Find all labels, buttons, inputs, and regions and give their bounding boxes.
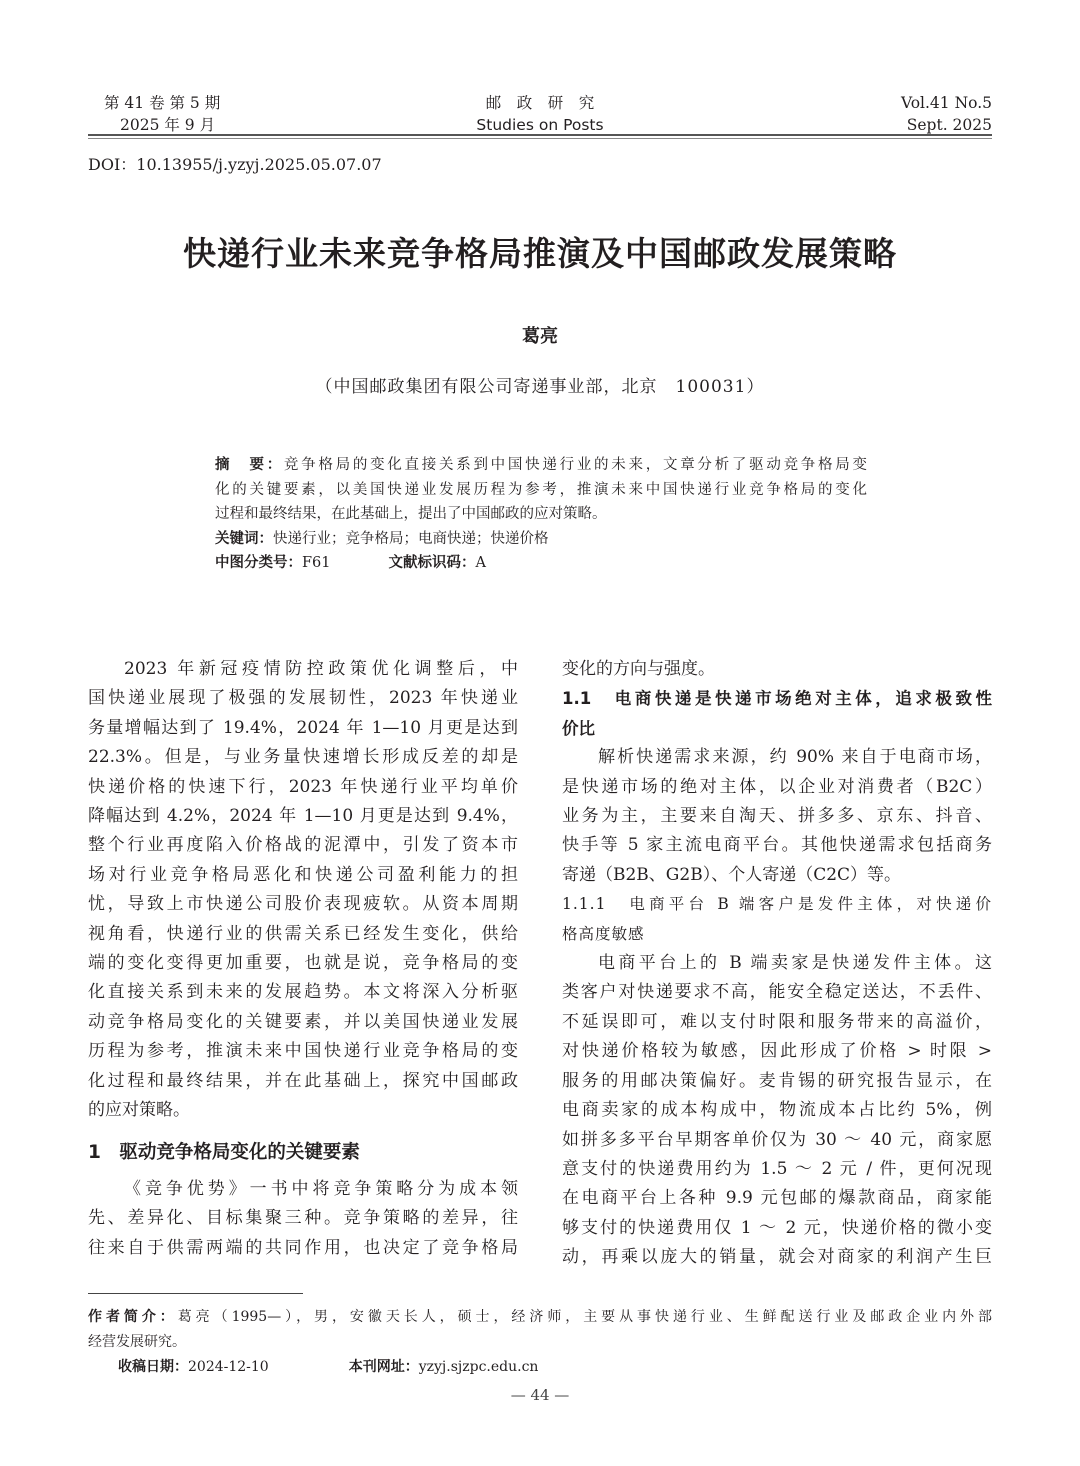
right-column [562,655,992,1273]
left-column [88,655,518,1263]
issue-info [104,92,220,136]
text-line: 1.1.1 电商平台 B 端客户是发件主体，对快递价 [562,895,992,914]
keywords-text: 快递行业；竞争格局；电商快递；快递价格 [273,530,549,547]
text-line: 降幅达到 4.2%，2024 年 1—10 月更是达到 9.4%， [88,806,518,827]
footnote-rule [88,1293,303,1294]
paragraph [562,743,992,890]
issue-date: 2025 年 9 月 [120,116,216,134]
paragraph [562,655,992,684]
text-line: 寄递（B2B、G2B）、个人寄递（C2C）等。 [562,864,902,885]
paragraph [88,655,518,1126]
section-heading [88,1138,518,1167]
section-heading [562,684,992,743]
page-title: 快递行业未来竞争格局推演及中国邮政发展策略 [183,234,897,273]
text-line: 忧，导致上市快递公司股价表现疲软。从资本周期 [88,894,518,915]
page-number: — 44 — [510,1386,570,1404]
journal-name-en: Studies on Posts [476,116,604,134]
clc-code: F61 [302,555,331,571]
text-line: 国快递业展现了极强的发展韧性，2023 年快递业 [88,688,518,709]
issue-info-en [901,92,992,136]
keywords [215,527,867,552]
volume-issue: 第 41 卷 第 5 期 [104,94,221,112]
text-line: 解析快递需求来源，约 90% 来自于电商市场， [598,747,992,768]
text-line: 快递价格的快速下行，2023 年快递行业平均单价 [88,776,518,797]
affiliation: （中国邮政集团有限公司寄递事业部，北京 100031） [315,377,765,397]
text-line: 类客户对快递要求不高，能安全稳定送达，不丢件、 [562,982,992,1003]
text-line: 端的变化变得更加重要，也就是说，竞争格局的变 [88,953,518,974]
paragraph [562,949,992,1272]
text-line: 整个行业再度陷入价格战的泥潭中，引发了资本市 [88,835,518,856]
text-line: 务量增幅达到了 19.4%，2024 年 1—10 月更是达到 [88,717,518,738]
header-rule [88,134,992,136]
received-date: 2024-12-10 [188,1359,269,1375]
text-line: 场对行业竞争格局恶化和快递公司盈利能力的担 [88,864,518,885]
text-line: 动，再乘以庞大的销量，就会对商家的利润产生巨 [562,1247,992,1268]
text-line: 1 驱动竞争格局变化的关键要素 [88,1141,360,1163]
bio-text: 经营发展研究。 [88,1334,186,1350]
abstract-text: 过程和最终结果，在此基础上，提出了中国邮政的应对策略。 [215,506,607,522]
text-line: 电商平台上的 B 端卖家是快递发件主体。这 [598,953,992,974]
text-line: 22.3%。但是，与业务量快速增长形成反差的却是 [88,747,518,768]
text-line: 是快递市场的绝对主体，以企业对消费者（B2C） [562,776,992,797]
text-line: 化直接关系到未来的发展趋势。本文将深入分析驱 [88,982,518,1003]
text-line: 动竞争格局变化的关键要素，并以美国快递业发展 [88,1011,518,1032]
text-line: 意支付的快递费用约为 1.5 ～ 2 元 / 件，更何况现 [562,1158,992,1179]
text-line: 1.1 电商快递是快递市场绝对主体，追求极致性 [562,689,992,709]
abstract-text: 化的关键要素，以美国快递业发展历程为参考，推演未来中国快递行业竞争格局的变化 [215,481,867,498]
text-line: 业务为主，主要来自淘天、拼多多、京东、抖音、 [562,806,992,827]
clc-label: 中图分类号： [215,555,302,571]
text-line: 的应对策略。 [88,1100,190,1121]
abstract [215,453,867,576]
abstract-label: 摘 要： [215,457,284,473]
doi[interactable]: DOI：10.13955/j.yzyj.2025.05.07.07 [88,155,382,174]
author: 葛亮 [522,326,558,347]
section-heading [562,890,992,949]
text-line: 价比 [562,718,595,738]
classification [215,551,867,576]
text-line: 化过程和最终结果，并在此基础上，探究中国邮政 [88,1070,518,1091]
text-line: 先、差异化、目标集聚三种。竞争策略的差异，往 [88,1208,518,1229]
journal-name-cn: 邮 政 研 究 [485,94,595,112]
volume-issue-en: Vol.41 No.5 [900,94,992,112]
keywords-label: 关键词： [215,530,273,547]
text-line: 快手等 5 家主流电商平台。其他快递需求包括商务 [562,835,992,856]
received-label: 收稿日期： [118,1359,188,1375]
text-line: 变化的方向与强度。 [562,659,715,679]
journal-name [440,92,640,136]
doc-code: A [475,555,486,571]
text-line: 服务的用邮决策偏好。麦肯锡的研究报告显示，在 [562,1070,992,1091]
doc-code-label: 文献标识码： [388,555,476,571]
author-bio [88,1305,992,1380]
text-line: 在电商平台上各种 9.9 元包邮的爆款商品，商家能 [562,1188,992,1209]
journal-url[interactable]: yzyj.sjzpc.edu.cn [418,1359,539,1375]
text-line: 够支付的快递费用仅 1 ～ 2 元，快递价格的微小变 [562,1217,992,1238]
bio-label: 作者简介： [88,1309,178,1325]
header-rule-thin [88,138,992,139]
text-line: 视角看，快递行业的供需关系已经发生变化，供给 [88,923,518,944]
bio-text: 葛亮（1995—），男，安徽天长人，硕士，经济师，主要从事快递行业、生鲜配送行业及邮政企业内外部 [177,1309,992,1325]
text-line: 历程为参考，推演未来中国快递行业竞争格局的变 [88,1041,518,1062]
text-line: 不延误即可，难以支付时限和服务带来的高溢价， [562,1011,992,1032]
text-line: 格高度敏感 [562,924,645,943]
url-label: 本刊网址： [348,1359,419,1375]
text-line: 如拼多多平台早期客单价仅为 30 ～ 40 元，商家愿 [562,1129,992,1150]
abstract-text: 竞争格局的变化直接关系到中国快递行业的未来，文章分析了驱动竞争格局变 [283,457,867,473]
text-line: 往来自于供需两端的共同作用，也决定了竞争格局 [88,1237,518,1258]
paragraph [88,1175,518,1263]
text-line: 电商卖家的成本构成中，物流成本占比约 5%，例 [562,1100,992,1121]
text-line: 《竞争优势》一书中将竞争策略分为成本领 [124,1178,518,1199]
issue-date-en: Sept. 2025 [906,116,992,134]
text-line: 2023 年新冠疫情防控政策优化调整后，中 [124,659,518,679]
text-line: 对快递价格较为敏感，因此形成了价格 > 时限 > [562,1041,992,1062]
